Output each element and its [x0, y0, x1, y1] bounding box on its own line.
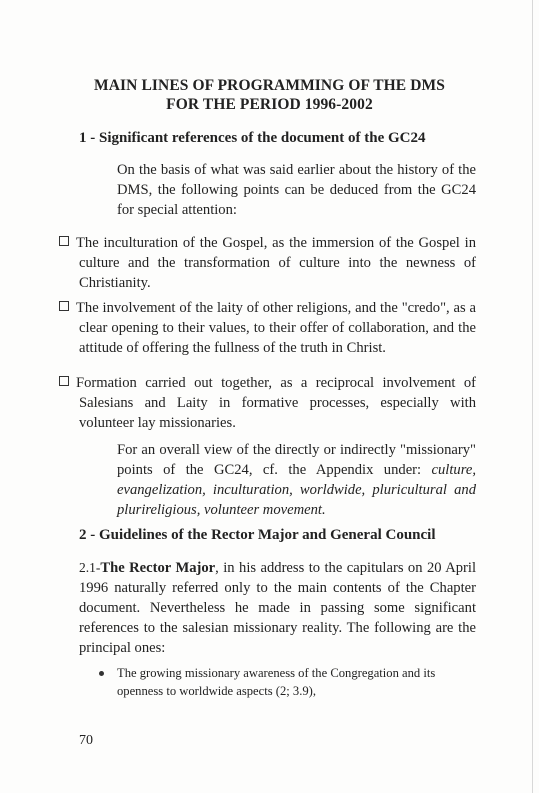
section-number: 2.1-: [79, 560, 101, 575]
bullet-item-2: [76, 298, 476, 358]
section-heading-1: 1 - Significant references of the document of the GC24: [79, 130, 426, 146]
bullet-item-1: [76, 233, 476, 293]
checkbox-bullet-icon: [59, 376, 69, 386]
small-bullet-item: [99, 664, 477, 700]
checkbox-bullet-icon: [59, 236, 69, 246]
section-2-1-paragraph: [79, 558, 476, 658]
small-bullet-text: The growing missionary awareness of the Congregation and its openness to worldwide aspects (2; 3.9),: [117, 666, 436, 698]
bullet-text-2: The involvement of the laity of other religions, and the "credo", as a clear opening to their values, to their offer of collaboration, and the attitude of offering the fullness of the truth in Christ.: [76, 300, 476, 356]
bullet-text-1: The inculturation of the Gospel, as the immersion of the Gospel in culture and the transformation of culture into the newness of Christianity.: [76, 235, 476, 291]
overview-paragraph: [117, 440, 476, 520]
title-line-1: MAIN LINES OF PROGRAMMING OF THE DMS: [94, 77, 445, 94]
overview-italic-terms: culture, evangelization, inculturation, worldwide, pluricultural and plurireligious, volunteer movement.: [117, 462, 476, 518]
overview-text: For an overall view of the directly or indirectly "missionary" points of the GC24, cf. the Appendix under:: [117, 442, 476, 478]
section-2-1-text: , in his address to the capitulars on 20 April 1996 naturally referred only to the main contents of the Chapter document. Nevertheless he made in passing some significant references to the salesian missionary reality. The following are the principal ones:: [79, 560, 476, 656]
checkbox-bullet-icon: [59, 301, 69, 311]
bullet-item-3: [76, 373, 476, 433]
bullet-dot-icon: [99, 671, 104, 676]
page-number: 70: [79, 733, 93, 748]
page-title: [0, 76, 539, 114]
bullet-text-3: Formation carried out together, as a reciprocal involvement of Salesians and Laity in formative processes, especially with volunteer lay missionaries.: [76, 375, 476, 431]
page-edge: [532, 0, 533, 793]
intro-paragraph: On the basis of what was said earlier about the history of the DMS, the following points can be deduced from the GC24 for special attention:: [117, 162, 476, 218]
rector-major-lead: The Rector Major: [100, 560, 216, 576]
title-line-2: FOR THE PERIOD 1996-2002: [166, 96, 373, 113]
section-heading-2: 2 - Guidelines of the Rector Major and General Council: [79, 527, 436, 543]
